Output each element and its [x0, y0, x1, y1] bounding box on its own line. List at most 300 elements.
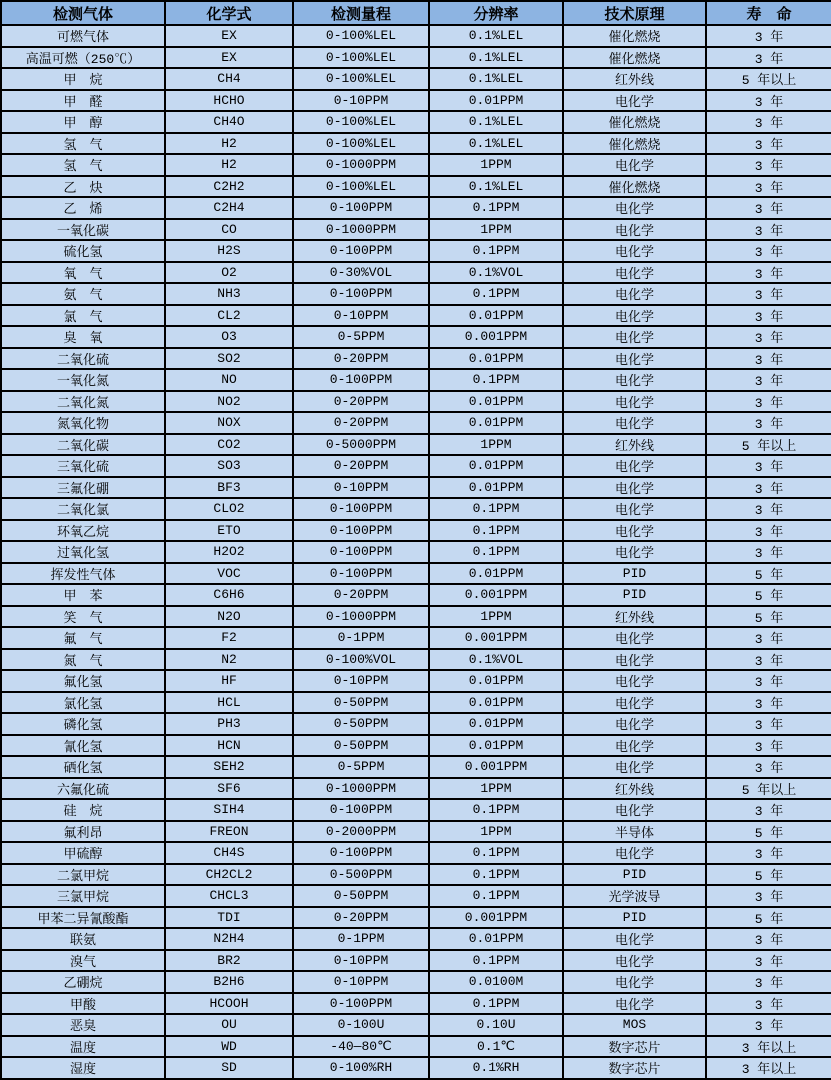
- cell-principle: 电化学: [563, 756, 706, 778]
- cell-range: 0-50PPM: [293, 713, 429, 735]
- cell-life: 3 年: [706, 993, 831, 1015]
- cell-resolution: 0.1PPM: [429, 498, 563, 520]
- cell-resolution: 0.1%RH: [429, 1057, 563, 1079]
- cell-gas: 六氟化硫: [1, 778, 165, 800]
- cell-life: 3 年: [706, 47, 831, 69]
- cell-gas: 氮 气: [1, 649, 165, 671]
- cell-gas: 氟 气: [1, 627, 165, 649]
- cell-life: 3 年: [706, 885, 831, 907]
- cell-resolution: 0.1PPM: [429, 885, 563, 907]
- cell-life: 3 年: [706, 950, 831, 972]
- cell-resolution: 0.01PPM: [429, 670, 563, 692]
- cell-life: 5 年: [706, 584, 831, 606]
- header-life: 寿 命: [706, 1, 831, 25]
- cell-life: 3 年: [706, 219, 831, 241]
- cell-range: 0-100%VOL: [293, 649, 429, 671]
- cell-range: 0-1000PPM: [293, 606, 429, 628]
- cell-range: 0-100PPM: [293, 283, 429, 305]
- cell-gas: 挥发性气体: [1, 563, 165, 585]
- cell-life: 3 年: [706, 971, 831, 993]
- cell-resolution: 0.01PPM: [429, 348, 563, 370]
- header-range: 检测量程: [293, 1, 429, 25]
- table-row: [1, 326, 831, 348]
- cell-formula: SIH4: [165, 799, 293, 821]
- table-row: [1, 864, 831, 886]
- cell-gas: 臭 氧: [1, 326, 165, 348]
- cell-range: 0-100PPM: [293, 498, 429, 520]
- table-row: [1, 219, 831, 241]
- cell-range: 0-1000PPM: [293, 219, 429, 241]
- cell-principle: 催化燃烧: [563, 47, 706, 69]
- cell-resolution: 0.1PPM: [429, 520, 563, 542]
- cell-formula: N2: [165, 649, 293, 671]
- cell-life: 5 年: [706, 864, 831, 886]
- cell-gas: 氮氧化物: [1, 412, 165, 434]
- cell-life: 3 年: [706, 176, 831, 198]
- cell-gas: 三氟化硼: [1, 477, 165, 499]
- cell-gas: 乙硼烷: [1, 971, 165, 993]
- cell-principle: 电化学: [563, 627, 706, 649]
- cell-formula: OU: [165, 1014, 293, 1036]
- cell-resolution: 0.001PPM: [429, 756, 563, 778]
- table-row: [1, 907, 831, 929]
- cell-life: 3 年: [706, 735, 831, 757]
- cell-gas: 三氯甲烷: [1, 885, 165, 907]
- cell-formula: HF: [165, 670, 293, 692]
- cell-resolution: 0.1PPM: [429, 950, 563, 972]
- cell-resolution: 0.1℃: [429, 1036, 563, 1058]
- cell-range: 0-10PPM: [293, 950, 429, 972]
- cell-principle: 电化学: [563, 799, 706, 821]
- cell-range: 0-20PPM: [293, 455, 429, 477]
- cell-life: 3 年: [706, 477, 831, 499]
- header-resolution: 分辨率: [429, 1, 563, 25]
- cell-formula: HCN: [165, 735, 293, 757]
- table-row: [1, 842, 831, 864]
- cell-gas: 氟利昂: [1, 821, 165, 843]
- table-row: [1, 1036, 831, 1058]
- cell-principle: 红外线: [563, 606, 706, 628]
- cell-resolution: 0.01PPM: [429, 477, 563, 499]
- cell-principle: 电化学: [563, 240, 706, 262]
- cell-range: 0-100%LEL: [293, 133, 429, 155]
- cell-life: 3 年: [706, 154, 831, 176]
- cell-life: 3 年: [706, 928, 831, 950]
- cell-life: 3 年: [706, 627, 831, 649]
- cell-range: 0-100PPM: [293, 842, 429, 864]
- cell-gas: 氯 气: [1, 305, 165, 327]
- cell-resolution: 0.001PPM: [429, 627, 563, 649]
- cell-resolution: 0.01PPM: [429, 563, 563, 585]
- table-row: [1, 47, 831, 69]
- cell-range: 0-20PPM: [293, 348, 429, 370]
- cell-life: 3 年: [706, 1014, 831, 1036]
- cell-resolution: 0.1%LEL: [429, 25, 563, 47]
- cell-formula: H2S: [165, 240, 293, 262]
- cell-formula: H2O2: [165, 541, 293, 563]
- cell-formula: CLO2: [165, 498, 293, 520]
- table-row: [1, 1014, 831, 1036]
- cell-gas: 环氧乙烷: [1, 520, 165, 542]
- cell-formula: VOC: [165, 563, 293, 585]
- cell-principle: 电化学: [563, 283, 706, 305]
- cell-formula: NO: [165, 369, 293, 391]
- cell-gas: 三氧化硫: [1, 455, 165, 477]
- cell-formula: CH2CL2: [165, 864, 293, 886]
- cell-formula: WD: [165, 1036, 293, 1058]
- cell-formula: HCOOH: [165, 993, 293, 1015]
- cell-gas: 氯化氢: [1, 692, 165, 714]
- cell-range: 0-1PPM: [293, 928, 429, 950]
- cell-formula: B2H6: [165, 971, 293, 993]
- cell-formula: PH3: [165, 713, 293, 735]
- cell-range: 0-100%RH: [293, 1057, 429, 1079]
- cell-formula: C2H4: [165, 197, 293, 219]
- cell-principle: 电化学: [563, 713, 706, 735]
- cell-principle: 电化学: [563, 412, 706, 434]
- cell-principle: 电化学: [563, 219, 706, 241]
- cell-range: 0-10PPM: [293, 477, 429, 499]
- cell-gas: 氰化氢: [1, 735, 165, 757]
- cell-range: 0-20PPM: [293, 391, 429, 413]
- cell-principle: 电化学: [563, 842, 706, 864]
- cell-life: 3 年: [706, 90, 831, 112]
- cell-resolution: 0.1PPM: [429, 864, 563, 886]
- cell-life: 3 年: [706, 391, 831, 413]
- cell-resolution: 0.1PPM: [429, 842, 563, 864]
- cell-resolution: 0.1PPM: [429, 993, 563, 1015]
- cell-life: 3 年: [706, 133, 831, 155]
- cell-gas: 甲 醇: [1, 111, 165, 133]
- table-row: [1, 434, 831, 456]
- cell-life: 5 年: [706, 821, 831, 843]
- table-row: [1, 68, 831, 90]
- cell-principle: 电化学: [563, 993, 706, 1015]
- table-row: [1, 412, 831, 434]
- cell-gas: 联氨: [1, 928, 165, 950]
- cell-principle: 催化燃烧: [563, 25, 706, 47]
- cell-resolution: 0.1%VOL: [429, 649, 563, 671]
- cell-resolution: 1PPM: [429, 778, 563, 800]
- cell-life: 3 年: [706, 326, 831, 348]
- cell-resolution: 0.01PPM: [429, 735, 563, 757]
- cell-formula: EX: [165, 25, 293, 47]
- cell-range: 0-30%VOL: [293, 262, 429, 284]
- cell-principle: 电化学: [563, 326, 706, 348]
- cell-range: 0-100PPM: [293, 520, 429, 542]
- cell-resolution: 0.10U: [429, 1014, 563, 1036]
- cell-principle: PID: [563, 584, 706, 606]
- cell-formula: CO2: [165, 434, 293, 456]
- cell-resolution: 0.0100M: [429, 971, 563, 993]
- cell-resolution: 0.1%LEL: [429, 133, 563, 155]
- cell-formula: F2: [165, 627, 293, 649]
- cell-gas: 一氧化氮: [1, 369, 165, 391]
- cell-principle: 数字芯片: [563, 1036, 706, 1058]
- cell-range: 0-20PPM: [293, 907, 429, 929]
- cell-gas: 过氧化氢: [1, 541, 165, 563]
- cell-gas: 硒化氢: [1, 756, 165, 778]
- table-row: [1, 498, 831, 520]
- table-row: [1, 90, 831, 112]
- cell-formula: SF6: [165, 778, 293, 800]
- cell-principle: 电化学: [563, 477, 706, 499]
- table-row: [1, 262, 831, 284]
- table-header: [1, 1, 831, 25]
- cell-principle: 催化燃烧: [563, 176, 706, 198]
- cell-formula: H2: [165, 154, 293, 176]
- cell-formula: NH3: [165, 283, 293, 305]
- header-principle: 技术原理: [563, 1, 706, 25]
- cell-range: 0-100PPM: [293, 563, 429, 585]
- cell-resolution: 0.01PPM: [429, 90, 563, 112]
- cell-range: -40—80℃: [293, 1036, 429, 1058]
- cell-principle: 电化学: [563, 928, 706, 950]
- cell-gas: 笑 气: [1, 606, 165, 628]
- table-row: [1, 692, 831, 714]
- cell-principle: PID: [563, 907, 706, 929]
- cell-resolution: 1PPM: [429, 821, 563, 843]
- cell-range: 0-500PPM: [293, 864, 429, 886]
- cell-principle: 电化学: [563, 541, 706, 563]
- cell-range: 0-100PPM: [293, 197, 429, 219]
- cell-range: 0-2000PPM: [293, 821, 429, 843]
- cell-resolution: 0.1%LEL: [429, 176, 563, 198]
- cell-gas: 溴气: [1, 950, 165, 972]
- cell-formula: CHCL3: [165, 885, 293, 907]
- cell-range: 0-5PPM: [293, 756, 429, 778]
- cell-principle: 电化学: [563, 391, 706, 413]
- table-row: [1, 971, 831, 993]
- table-row: [1, 305, 831, 327]
- cell-principle: PID: [563, 864, 706, 886]
- cell-resolution: 1PPM: [429, 154, 563, 176]
- cell-resolution: 0.1%LEL: [429, 111, 563, 133]
- cell-gas: 甲 苯: [1, 584, 165, 606]
- table-row: [1, 176, 831, 198]
- cell-range: 0-1PPM: [293, 627, 429, 649]
- cell-gas: 一氧化碳: [1, 219, 165, 241]
- cell-gas: 甲酸: [1, 993, 165, 1015]
- cell-life: 5 年: [706, 606, 831, 628]
- cell-resolution: 0.1PPM: [429, 541, 563, 563]
- cell-formula: ETO: [165, 520, 293, 542]
- cell-life: 3 年: [706, 455, 831, 477]
- cell-life: 3 年: [706, 670, 831, 692]
- cell-life: 3 年: [706, 197, 831, 219]
- table-row: [1, 541, 831, 563]
- cell-gas: 硅 烷: [1, 799, 165, 821]
- cell-range: 0-100%LEL: [293, 68, 429, 90]
- cell-life: 3 年: [706, 498, 831, 520]
- cell-principle: 红外线: [563, 68, 706, 90]
- cell-gas: 甲苯二异氰酸酯: [1, 907, 165, 929]
- cell-range: 0-20PPM: [293, 412, 429, 434]
- cell-formula: C6H6: [165, 584, 293, 606]
- cell-principle: 电化学: [563, 692, 706, 714]
- table-row: [1, 649, 831, 671]
- cell-life: 3 年: [706, 305, 831, 327]
- cell-life: 3 年以上: [706, 1057, 831, 1079]
- cell-principle: 电化学: [563, 950, 706, 972]
- cell-formula: C2H2: [165, 176, 293, 198]
- cell-gas: 氧 气: [1, 262, 165, 284]
- cell-life: 3 年: [706, 111, 831, 133]
- cell-life: 3 年: [706, 756, 831, 778]
- cell-gas: 湿度: [1, 1057, 165, 1079]
- cell-formula: CH4: [165, 68, 293, 90]
- cell-formula: SEH2: [165, 756, 293, 778]
- cell-resolution: 0.01PPM: [429, 391, 563, 413]
- cell-life: 3 年: [706, 348, 831, 370]
- cell-resolution: 0.001PPM: [429, 584, 563, 606]
- cell-range: 0-100%LEL: [293, 47, 429, 69]
- cell-formula: CH4O: [165, 111, 293, 133]
- cell-range: 0-10PPM: [293, 305, 429, 327]
- table-row: [1, 735, 831, 757]
- cell-gas: 二氧化氯: [1, 498, 165, 520]
- cell-formula: HCHO: [165, 90, 293, 112]
- cell-life: 3 年: [706, 842, 831, 864]
- cell-gas: 氢 气: [1, 154, 165, 176]
- cell-principle: 电化学: [563, 90, 706, 112]
- table-row: [1, 993, 831, 1015]
- cell-formula: O3: [165, 326, 293, 348]
- cell-formula: O2: [165, 262, 293, 284]
- cell-life: 5 年以上: [706, 434, 831, 456]
- table-row: [1, 111, 831, 133]
- cell-resolution: 0.01PPM: [429, 928, 563, 950]
- cell-gas: 可燃气体: [1, 25, 165, 47]
- cell-resolution: 0.1%LEL: [429, 47, 563, 69]
- cell-formula: TDI: [165, 907, 293, 929]
- cell-resolution: 0.1PPM: [429, 240, 563, 262]
- cell-gas: 甲硫醇: [1, 842, 165, 864]
- cell-range: 0-100%LEL: [293, 176, 429, 198]
- table-row: [1, 197, 831, 219]
- cell-life: 5 年以上: [706, 778, 831, 800]
- cell-range: 0-100PPM: [293, 993, 429, 1015]
- cell-formula: BR2: [165, 950, 293, 972]
- cell-principle: 光学波导: [563, 885, 706, 907]
- cell-life: 3 年: [706, 283, 831, 305]
- cell-principle: 电化学: [563, 369, 706, 391]
- cell-resolution: 0.1PPM: [429, 799, 563, 821]
- cell-gas: 硫化氢: [1, 240, 165, 262]
- cell-formula: CH4S: [165, 842, 293, 864]
- cell-range: 0-1000PPM: [293, 154, 429, 176]
- cell-principle: 电化学: [563, 262, 706, 284]
- table-row: [1, 369, 831, 391]
- cell-resolution: 0.1PPM: [429, 369, 563, 391]
- cell-formula: EX: [165, 47, 293, 69]
- cell-gas: 二氧化氮: [1, 391, 165, 413]
- cell-range: 0-100PPM: [293, 369, 429, 391]
- cell-life: 5 年: [706, 563, 831, 585]
- table-row: [1, 1057, 831, 1079]
- header-gas: 检测气体: [1, 1, 165, 25]
- cell-resolution: 1PPM: [429, 606, 563, 628]
- header-row: [1, 1, 831, 25]
- table-row: [1, 885, 831, 907]
- cell-life: 3 年: [706, 240, 831, 262]
- cell-formula: HCL: [165, 692, 293, 714]
- table-row: [1, 563, 831, 585]
- cell-life: 3 年: [706, 799, 831, 821]
- table-row: [1, 799, 831, 821]
- cell-life: 3 年: [706, 649, 831, 671]
- cell-range: 0-100%LEL: [293, 111, 429, 133]
- cell-gas: 氢 气: [1, 133, 165, 155]
- cell-formula: FREON: [165, 821, 293, 843]
- cell-principle: 电化学: [563, 197, 706, 219]
- cell-resolution: 0.001PPM: [429, 326, 563, 348]
- cell-life: 3 年: [706, 262, 831, 284]
- cell-resolution: 0.1%LEL: [429, 68, 563, 90]
- cell-principle: MOS: [563, 1014, 706, 1036]
- cell-range: 0-50PPM: [293, 885, 429, 907]
- cell-gas: 磷化氢: [1, 713, 165, 735]
- cell-resolution: 0.1%VOL: [429, 262, 563, 284]
- cell-life: 3 年: [706, 412, 831, 434]
- cell-principle: 电化学: [563, 649, 706, 671]
- cell-range: 0-100PPM: [293, 240, 429, 262]
- table-row: [1, 950, 831, 972]
- table-row: [1, 133, 831, 155]
- cell-gas: 氟化氢: [1, 670, 165, 692]
- cell-range: 0-100PPM: [293, 799, 429, 821]
- cell-formula: N2O: [165, 606, 293, 628]
- cell-range: 0-50PPM: [293, 692, 429, 714]
- table-row: [1, 283, 831, 305]
- cell-life: 3 年: [706, 713, 831, 735]
- cell-formula: H2: [165, 133, 293, 155]
- cell-principle: 电化学: [563, 455, 706, 477]
- cell-life: 3 年: [706, 369, 831, 391]
- cell-range: 0-50PPM: [293, 735, 429, 757]
- cell-life: 5 年以上: [706, 68, 831, 90]
- cell-resolution: 0.01PPM: [429, 305, 563, 327]
- cell-gas: 二氧化硫: [1, 348, 165, 370]
- cell-resolution: 1PPM: [429, 434, 563, 456]
- cell-gas: 温度: [1, 1036, 165, 1058]
- table-row: [1, 756, 831, 778]
- cell-principle: 电化学: [563, 498, 706, 520]
- cell-principle: 电化学: [563, 670, 706, 692]
- cell-formula: SD: [165, 1057, 293, 1079]
- cell-formula: CO: [165, 219, 293, 241]
- cell-principle: 催化燃烧: [563, 111, 706, 133]
- cell-principle: 半导体: [563, 821, 706, 843]
- table-row: [1, 778, 831, 800]
- cell-range: 0-100PPM: [293, 541, 429, 563]
- cell-gas: 甲 烷: [1, 68, 165, 90]
- cell-principle: 催化燃烧: [563, 133, 706, 155]
- cell-resolution: 0.01PPM: [429, 692, 563, 714]
- table-row: [1, 455, 831, 477]
- cell-life: 5 年: [706, 907, 831, 929]
- cell-gas: 高温可燃（250℃）: [1, 47, 165, 69]
- cell-principle: 数字芯片: [563, 1057, 706, 1079]
- cell-range: 0-20PPM: [293, 584, 429, 606]
- table-row: [1, 713, 831, 735]
- cell-range: 0-100%LEL: [293, 25, 429, 47]
- cell-life: 3 年: [706, 25, 831, 47]
- cell-gas: 二氯甲烷: [1, 864, 165, 886]
- table-row: [1, 25, 831, 47]
- table-row: [1, 348, 831, 370]
- cell-life: 3 年: [706, 541, 831, 563]
